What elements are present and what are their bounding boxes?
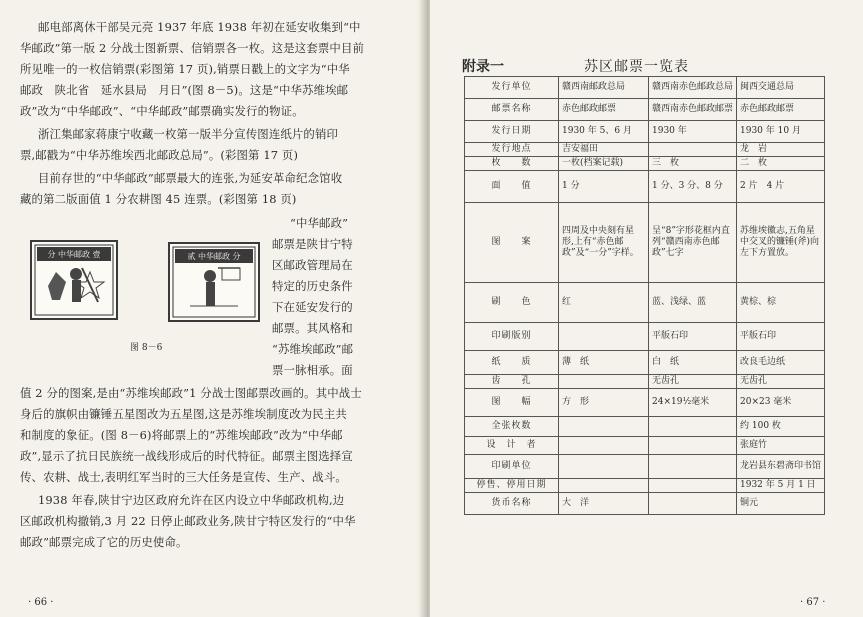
table-row bbox=[465, 323, 825, 351]
value-cell: 闽西交通总局 bbox=[737, 77, 825, 99]
value-cell: 1 分、3 分、8 分 bbox=[649, 171, 737, 203]
table-row bbox=[465, 351, 825, 375]
table-row bbox=[465, 77, 825, 99]
value-cell: 张庭竹 bbox=[737, 437, 825, 455]
value-cell: 20×23 毫米 bbox=[737, 389, 825, 417]
value-cell bbox=[559, 479, 649, 493]
table-row bbox=[465, 203, 825, 283]
value-cell: 一枚(档案记载) bbox=[559, 157, 649, 171]
page-number: · 67 · bbox=[800, 597, 826, 608]
value-cell: 薄 纸 bbox=[559, 351, 649, 375]
value-cell: 赣西南赤色邮政总局 bbox=[649, 77, 737, 99]
body-line: 值 2 分的图案,是由“苏维埃邮政”1 分战士图邮票改画的。其中战士 bbox=[20, 386, 362, 400]
row-label-cell: 设 计 者 bbox=[465, 437, 559, 455]
row-label-cell: 发行单位 bbox=[465, 77, 559, 99]
value-cell: 赣西南赤色邮政邮票 bbox=[649, 99, 737, 121]
body-line: 藏的第二版面值 1 分农耕图 45 连票。(彩图第 18 页) bbox=[20, 192, 297, 206]
row-label-cell: 纸 质 bbox=[465, 351, 559, 375]
body-line: 传、农耕、战士,表明红军当时的三大任务是宣传、生产、战斗。 bbox=[20, 470, 347, 484]
value-cell: 约 100 枚 bbox=[737, 417, 825, 437]
row-label-cell: 图 案 bbox=[465, 203, 559, 283]
value-cell: 无齿孔 bbox=[649, 375, 737, 389]
side-line: 邮票。其风格和 bbox=[272, 321, 353, 335]
row-label-cell: 刷 色 bbox=[465, 283, 559, 323]
value-cell: 平版石印 bbox=[737, 323, 825, 351]
table-row bbox=[465, 121, 825, 143]
table-row bbox=[465, 283, 825, 323]
value-cell bbox=[649, 493, 737, 515]
value-cell: 1932 年 5 月 1 日 bbox=[737, 479, 825, 493]
side-line: “苏维埃邮政”邮 bbox=[272, 342, 354, 356]
value-cell bbox=[649, 479, 737, 493]
row-label-cell: 邮票名称 bbox=[465, 99, 559, 121]
row-label-cell: 图 幅 bbox=[465, 389, 559, 417]
body-line: 1938 年春,陕甘宁边区政府允许在区内设立中华邮政机构,边 bbox=[38, 493, 345, 507]
body-line: 政”改为“中华邮政”、“中华邮政”邮票确实发行的物证。 bbox=[20, 104, 304, 118]
value-cell: 改良毛边纸 bbox=[737, 351, 825, 375]
page-number: · 66 · bbox=[28, 597, 54, 608]
value-cell: 呈“8”字形花框内直列“赣西南赤色邮政”七字 bbox=[649, 203, 737, 283]
stamp-2-label: 贰 中华邮政 分 bbox=[187, 252, 241, 261]
value-cell bbox=[559, 323, 649, 351]
value-cell: 蓝、浅绿、蓝 bbox=[649, 283, 737, 323]
value-cell: 龙岩县东碧斋印书馆 bbox=[737, 455, 825, 479]
value-cell bbox=[559, 455, 649, 479]
value-cell bbox=[559, 437, 649, 455]
value-cell: 方 形 bbox=[559, 389, 649, 417]
value-cell: 赤色邮政邮票 bbox=[737, 99, 825, 121]
row-label-cell: 齿 孔 bbox=[465, 375, 559, 389]
table-row bbox=[465, 479, 825, 493]
side-line: 下在延安发行的 bbox=[272, 300, 353, 314]
value-cell: 二 枚 bbox=[737, 157, 825, 171]
stamp-warrior-2fen-image bbox=[168, 242, 260, 322]
row-label-cell: 发行地点 bbox=[465, 143, 559, 157]
table-row bbox=[465, 375, 825, 389]
body-line: 政”,显示了抗日民族统一战线形成后的时代特征。邮票主图选择宣 bbox=[20, 449, 353, 463]
left-page bbox=[0, 0, 424, 617]
stamp-warrior-1fen-image bbox=[30, 240, 118, 320]
value-cell: 红 bbox=[559, 283, 649, 323]
value-cell: 1930 年 bbox=[649, 121, 737, 143]
table-row bbox=[465, 437, 825, 455]
body-line: 票,邮戳为“中华苏维埃西北邮政总局”。(彩图第 17 页) bbox=[20, 148, 299, 162]
row-label-cell: 发行日期 bbox=[465, 121, 559, 143]
value-cell: 白 纸 bbox=[649, 351, 737, 375]
row-label-cell: 停售、停用日期 bbox=[465, 479, 559, 493]
table-row bbox=[465, 417, 825, 437]
value-cell bbox=[649, 455, 737, 479]
value-cell: 1930 年 10 月 bbox=[737, 121, 825, 143]
body-line: 华邮政”第一版 2 分战士图新票、信销票各一枚。这是这套票中目前 bbox=[20, 41, 365, 55]
value-cell bbox=[649, 417, 737, 437]
body-line: 身后的旗帜由镰锤五星图改为五星图,这是苏维埃制度改为民主共 bbox=[20, 407, 347, 421]
figure-caption: 图 8－6 bbox=[130, 343, 163, 353]
value-cell: 大 洋 bbox=[559, 493, 649, 515]
body-line: 浙江集邮家蒋康宁收藏一枚第一版半分宣传图连纸片的销印 bbox=[38, 127, 339, 141]
body-line: 邮电部离休干部吴元亮 1937 年底 1938 年初在延安收集到“中 bbox=[38, 20, 361, 34]
body-line: 目前存世的“中华邮政”邮票最大的连张,为延安革命纪念馆收 bbox=[38, 171, 343, 185]
value-cell: 苏维埃徽志,五角星中交叉的镰锤(斧)向左下方置放。 bbox=[737, 203, 825, 283]
value-cell: 24×19½毫米 bbox=[649, 389, 737, 417]
value-cell: 赤色邮政邮票 bbox=[559, 99, 649, 121]
table-row bbox=[465, 455, 825, 479]
body-line: 所见唯一的一枚信销票(彩图第 17 页),销票日戳上的文字为“中华 bbox=[20, 62, 350, 76]
stamp-1-label: 分 中华邮政 壹 bbox=[47, 250, 101, 259]
side-line: 区邮政管理局在 bbox=[272, 258, 353, 272]
value-cell bbox=[649, 437, 737, 455]
body-line: 邮政”邮票完成了它的历史使命。 bbox=[20, 535, 188, 549]
row-label-cell: 印刷单位 bbox=[465, 455, 559, 479]
row-label-cell: 面 值 bbox=[465, 171, 559, 203]
value-cell bbox=[649, 143, 737, 157]
value-cell bbox=[559, 417, 649, 437]
value-cell: 吉安福田 bbox=[559, 143, 649, 157]
row-label-cell: 货币名称 bbox=[465, 493, 559, 515]
table-row bbox=[465, 493, 825, 515]
value-cell: 平版石印 bbox=[649, 323, 737, 351]
stamp-list-table bbox=[464, 76, 825, 515]
side-line: 邮票是陕甘宁特 bbox=[272, 237, 353, 251]
value-cell: 龙 岩 bbox=[737, 143, 825, 157]
table-row bbox=[465, 143, 825, 157]
value-cell: 铜元 bbox=[737, 493, 825, 515]
body-line: 和制度的象征。(图 8－6)将邮票上的“苏维埃邮政”改为“中华邮 bbox=[20, 428, 343, 442]
appendix-label: 附录一 bbox=[462, 59, 504, 75]
table-title: 苏区邮票一览表 bbox=[584, 59, 689, 75]
side-line: 票一脉相承。面 bbox=[272, 363, 353, 377]
value-cell: 赣西南邮政总局 bbox=[559, 77, 649, 99]
body-line: 邮政 陕北省 延水县局 月日”(图 8－5)。这是“中华苏维埃邮 bbox=[20, 83, 349, 97]
table-row bbox=[465, 171, 825, 203]
value-cell: 三 枚 bbox=[649, 157, 737, 171]
table-row bbox=[465, 99, 825, 121]
side-line: 特定的历史条件 bbox=[272, 279, 353, 293]
row-label-cell: 印刷版别 bbox=[465, 323, 559, 351]
row-label-cell: 全张枚数 bbox=[465, 417, 559, 437]
body-line: 区邮政机构撤销,3 月 22 日停止邮政业务,陕甘宁特区发行的“中华 bbox=[20, 514, 356, 528]
value-cell: 黄棕、棕 bbox=[737, 283, 825, 323]
value-cell: 2 片 4 片 bbox=[737, 171, 825, 203]
row-label-cell: 枚 数 bbox=[465, 157, 559, 171]
value-cell: 1930 年 5、6 月 bbox=[559, 121, 649, 143]
value-cell: 1 分 bbox=[559, 171, 649, 203]
value-cell: 无齿孔 bbox=[737, 375, 825, 389]
value-cell bbox=[559, 375, 649, 389]
table-row bbox=[465, 389, 825, 417]
side-line: “中华邮政” bbox=[290, 216, 349, 230]
table-row bbox=[465, 157, 825, 171]
value-cell: 四周及中央刻有星形,上有“赤色邮政”及“一分”字样。 bbox=[559, 203, 649, 283]
